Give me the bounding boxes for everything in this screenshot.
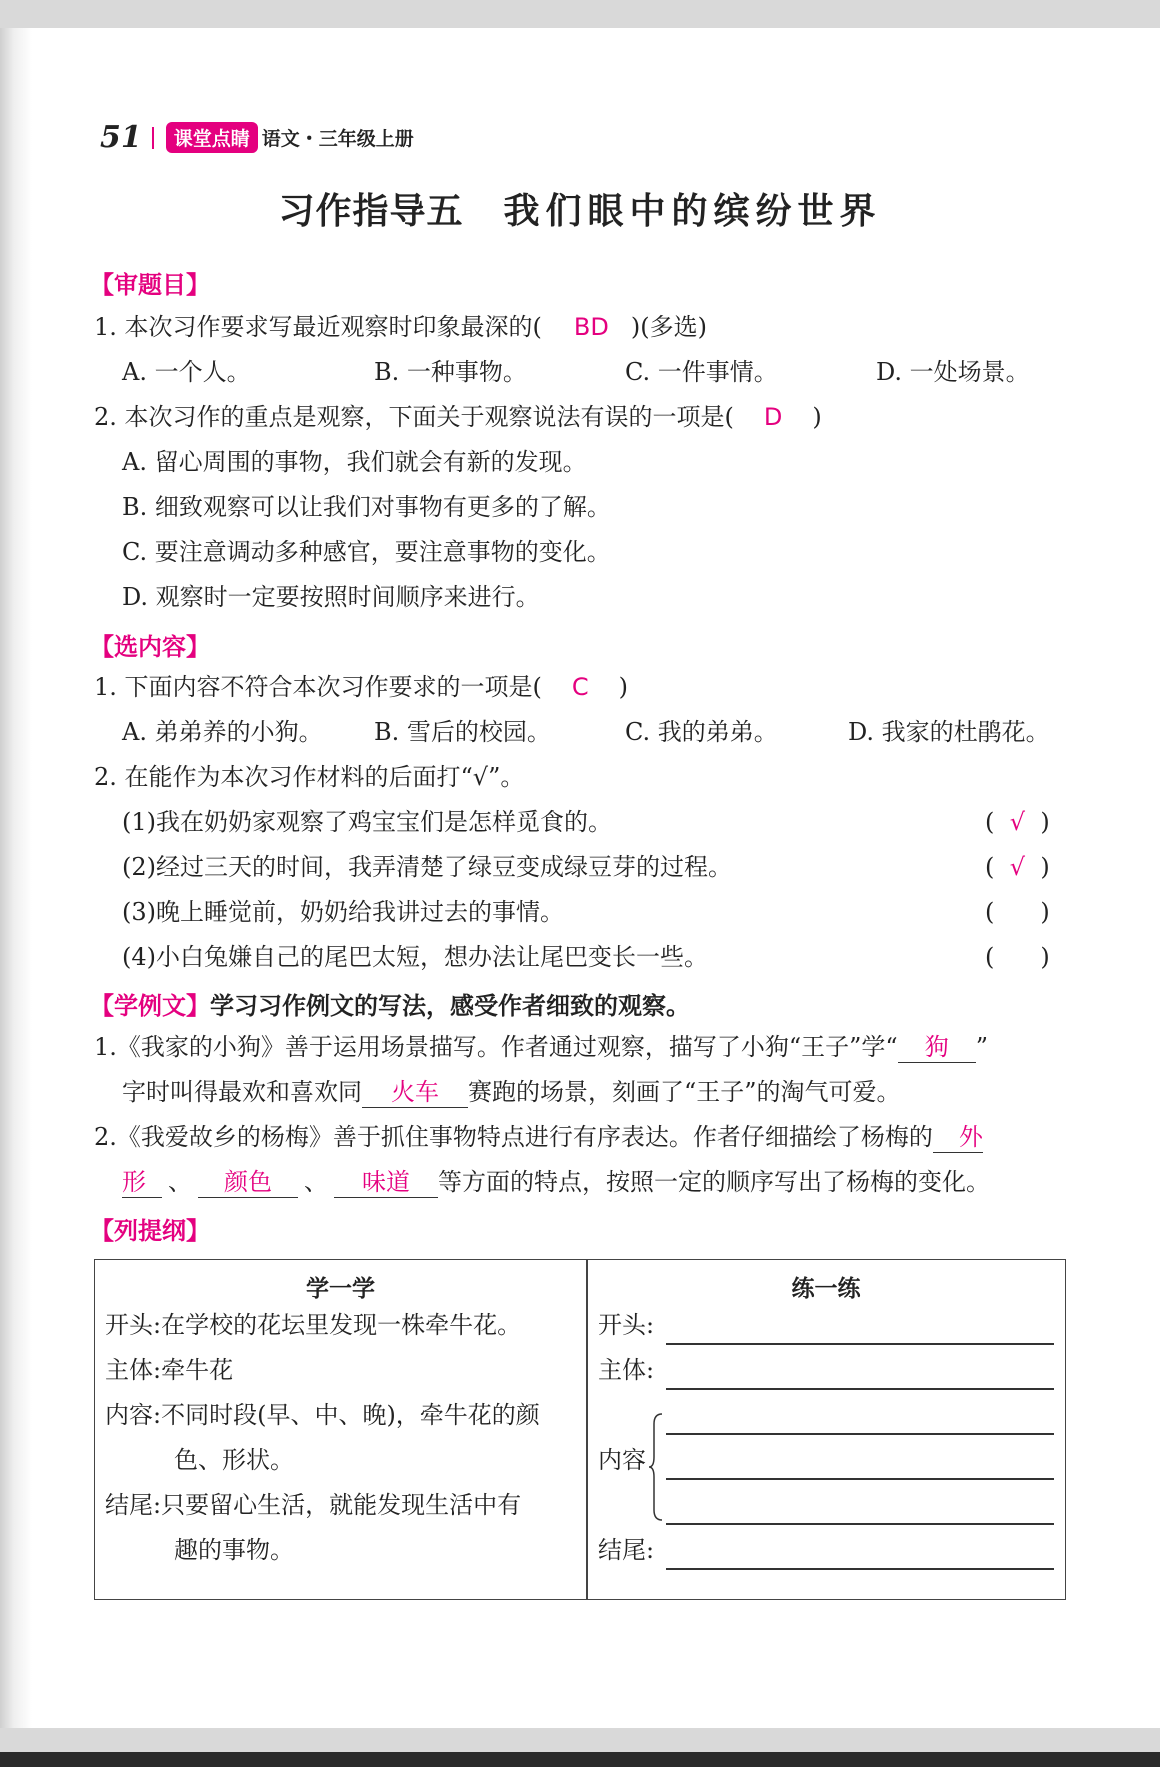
check-box: ( ) [985, 898, 1050, 926]
outline-line: 色、形状。 [174, 1446, 294, 1474]
answer: C [571, 673, 589, 701]
fill-blank: 颜色 [198, 1167, 298, 1198]
writing-line [666, 1433, 1054, 1435]
check-mark: √ [1009, 808, 1026, 836]
outline-table [94, 1259, 1066, 1600]
outline-line: 开头:在学校的花坛里发现一株牵牛花。 [105, 1311, 522, 1339]
section-label-2: 【选内容】 [90, 633, 210, 661]
question-text: 1. 下面内容不符合本次习作要求的一项是( [94, 673, 542, 701]
title-main: 习作指导五 [278, 191, 464, 232]
question-tail: ) [812, 403, 822, 431]
option: A. 一个人。 [122, 358, 251, 386]
fill-blank: 火车 [362, 1077, 468, 1108]
option: B. 雪后的校园。 [374, 718, 551, 746]
outline-line: 趣的事物。 [174, 1536, 294, 1564]
check-box: ( ) [985, 943, 1050, 971]
list-item: (2)经过三天的时间，我弄清楚了绿豆变成绿豆芽的过程。 [122, 853, 732, 881]
answer: BD [573, 313, 609, 341]
practice-label: 内容 [598, 1446, 646, 1474]
question-text: 2.《我爱故乡的杨梅》善于抓住事物特点进行有序表达。作者仔细描绘了杨梅的 [94, 1123, 933, 1151]
question-text: 赛跑的场景，刻画了“王子”的淘气可爱。 [468, 1078, 901, 1106]
question-1-1 [94, 311, 707, 343]
section-intro: 学习习作例文的写法，感受作者细致的观察。 [210, 992, 690, 1020]
option: C. 一件事情。 [625, 358, 778, 386]
writing-line [666, 1478, 1054, 1480]
check-mark: √ [1009, 853, 1026, 881]
fill-blank: 味道 [334, 1167, 438, 1198]
practice-label: 结尾: [598, 1536, 655, 1564]
page-number: 51 [100, 120, 142, 155]
option: B. 细致观察可以让我们对事物有更多的了解。 [122, 493, 611, 521]
fill-blank: 形 [122, 1167, 162, 1198]
question-3-2-line-1 [94, 1121, 983, 1153]
writing-line [666, 1343, 1054, 1345]
outline-line: 主体:牵牛花 [105, 1356, 234, 1384]
question-text: ” [975, 1033, 988, 1061]
question-tail: )(多选) [630, 313, 707, 341]
fill-blank: 外 [933, 1122, 983, 1153]
question-tail: ) [618, 673, 629, 701]
fill-blank: 狗 [898, 1032, 976, 1063]
question-text: 1.《我家的小狗》善于运用场景描写。作者通过观察，描写了小狗“王子”学“ [94, 1033, 898, 1061]
question-2-2: 2. 在能作为本次习作材料的后面打“√”。 [94, 763, 525, 791]
table-divider [586, 1260, 588, 1599]
section-label-4: 【列提纲】 [90, 1217, 210, 1245]
separator: 、 [168, 1168, 192, 1196]
question-text: 1. 本次习作要求写最近观察时印象最深的( [94, 313, 542, 341]
question-text: 等方面的特点，按照一定的顺序写出了杨梅的变化。 [438, 1168, 990, 1196]
list-item: (4)小白兔嫌自己的尾巴太短，想办法让尾巴变长一些。 [122, 943, 708, 971]
outline-line: 结尾:只要留心生活，就能发现生活中有 [105, 1491, 522, 1519]
header-divider [152, 127, 154, 149]
section-label-3 [90, 986, 690, 1021]
answer: D [763, 403, 783, 431]
list-item: (1)我在奶奶家观察了鸡宝宝们是怎样觅食的。 [122, 808, 612, 836]
option: B. 一种事物。 [374, 358, 527, 386]
page-header [100, 120, 414, 155]
writing-line [666, 1388, 1054, 1390]
table-head-practice: 练一练 [791, 1276, 861, 1302]
question-3-1-line-2 [122, 1076, 901, 1108]
section-label: 【学例文】 [90, 992, 210, 1020]
writing-line [666, 1523, 1054, 1525]
option: A. 留心周围的事物，我们就会有新的发现。 [122, 448, 587, 476]
practice-label: 开头: [598, 1311, 655, 1339]
option: D. 一处场景。 [876, 358, 1030, 386]
question-text: 字时叫得最欢和喜欢同 [122, 1078, 362, 1106]
option: D. 观察时一定要按照时间顺序来进行。 [122, 583, 540, 611]
writing-line [666, 1568, 1054, 1570]
question-3-1-line-1 [94, 1031, 988, 1063]
outline-line: 内容:不同时段(早、中、晚)，牵牛花的颜 [105, 1401, 540, 1429]
title-sub: 我们眼中的缤纷世界 [503, 190, 882, 232]
option: C. 要注意调动多种感官，要注意事物的变化。 [122, 538, 611, 566]
page-title [0, 183, 1160, 234]
subject-label: 语文・三年级上册 [261, 128, 414, 150]
question-1-2 [94, 401, 822, 433]
list-item: (3)晚上睡觉前，奶奶给我讲过去的事情。 [122, 898, 564, 926]
option: D. 我家的杜鹃花。 [848, 718, 1050, 746]
check-box: ( √ ) [985, 808, 1050, 836]
question-text: 2. 本次习作的重点是观察，下面关于观察说法有误的一项是( [94, 403, 734, 431]
section-badge: 课堂点睛 [166, 122, 258, 153]
question-2-1 [94, 671, 628, 703]
separator: 、 [304, 1168, 328, 1196]
question-3-2-line-2 [122, 1166, 990, 1198]
option: A. 弟弟养的小狗。 [122, 718, 323, 746]
option: C. 我的弟弟。 [625, 718, 778, 746]
bottom-bar [0, 1752, 1160, 1767]
brace-icon [648, 1412, 664, 1522]
practice-label: 主体: [598, 1356, 655, 1384]
section-label-1: 【审题目】 [90, 271, 210, 299]
table-head-learn: 学一学 [306, 1276, 375, 1302]
check-box: ( √ ) [985, 853, 1050, 881]
